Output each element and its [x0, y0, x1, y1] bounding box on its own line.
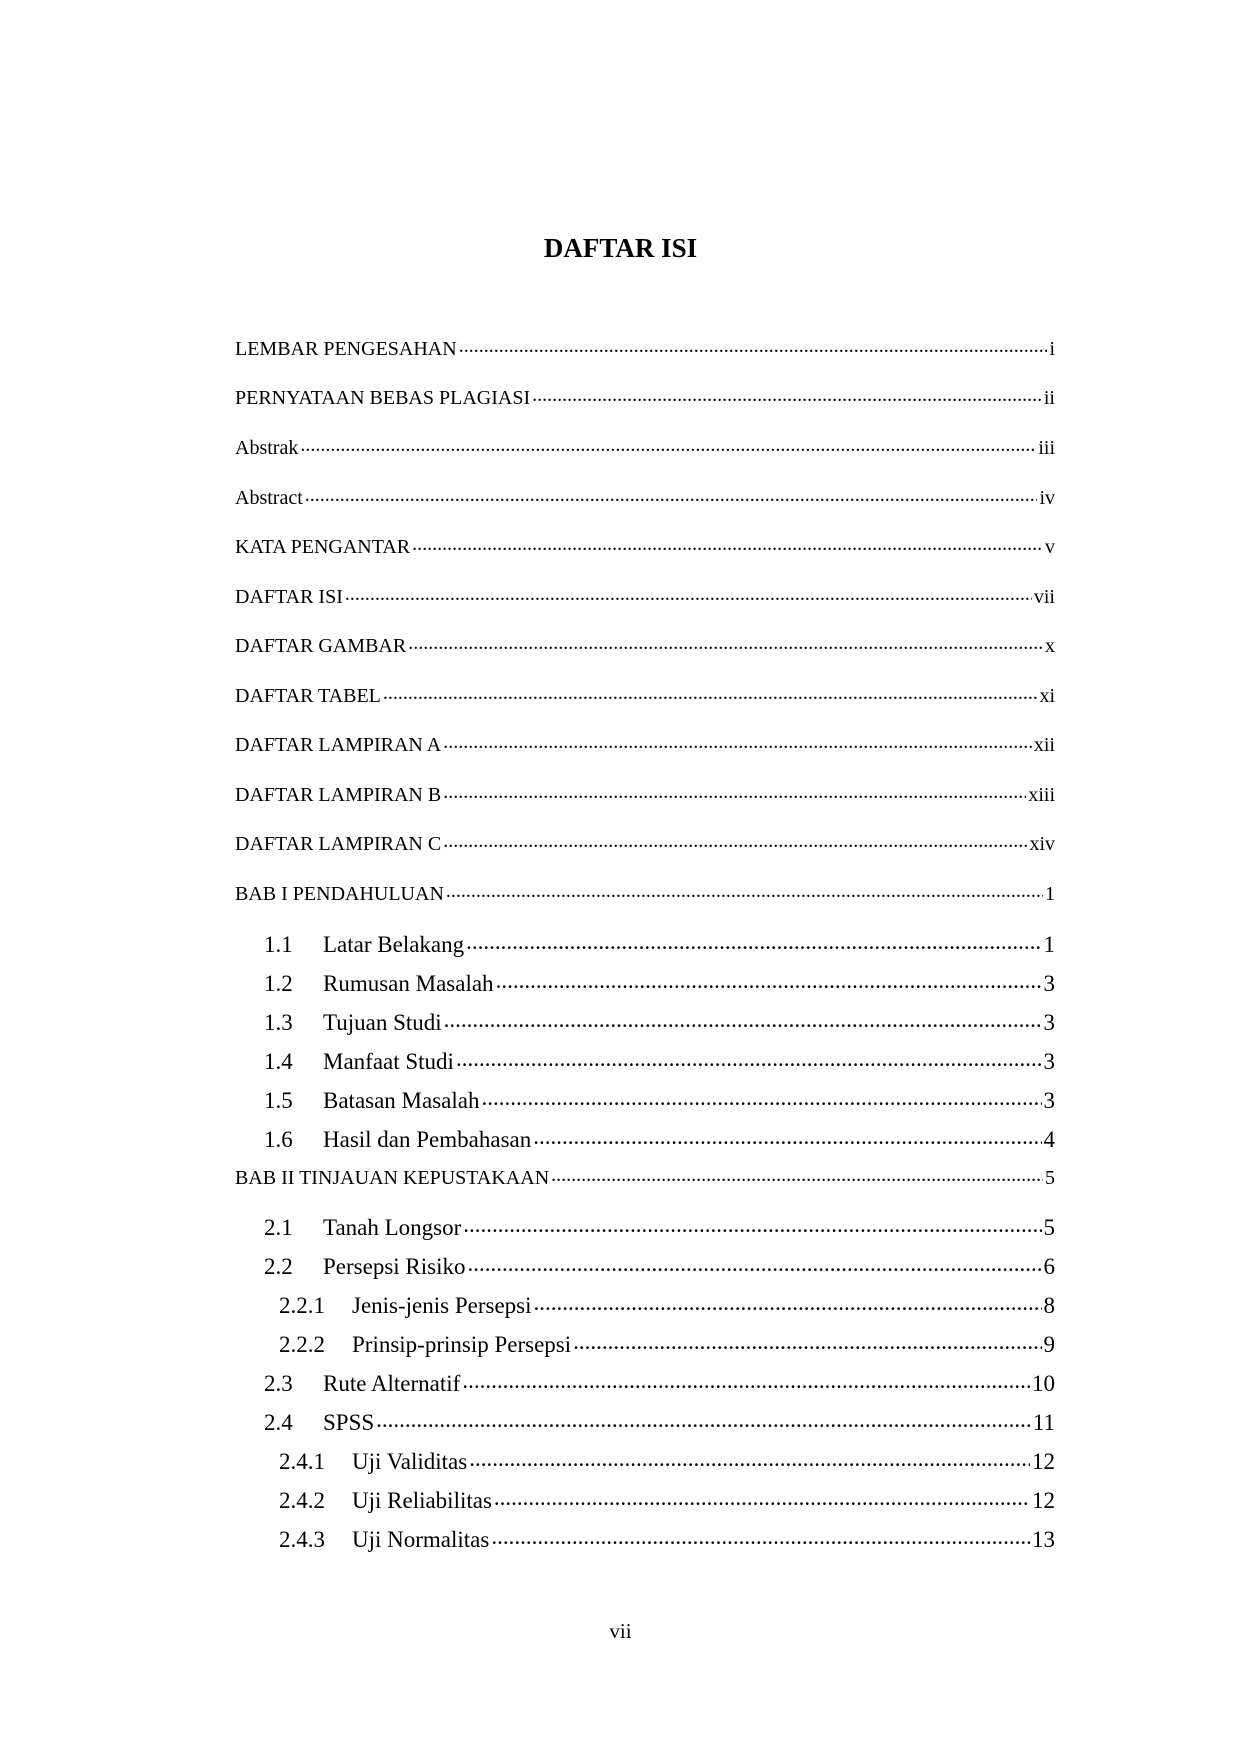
dot-leader	[443, 781, 1026, 801]
toc-entry-1-6[interactable]	[264, 1124, 1055, 1154]
toc-entry-page: vii	[1033, 586, 1055, 608]
toc-entry-number: 2.4.3	[279, 1527, 325, 1552]
toc-entry-2-4[interactable]	[264, 1407, 1055, 1437]
toc-entry-number: 2.4.2	[279, 1488, 325, 1513]
dot-leader	[573, 1329, 1041, 1352]
dot-leader	[463, 1212, 1041, 1235]
toc-entry-page: 12	[1032, 1488, 1055, 1513]
toc-entry-number: 1.3	[264, 1010, 293, 1035]
toc-entry-label: Abstract	[235, 487, 303, 509]
toc-entry-number: 2.1	[264, 1215, 293, 1240]
toc-entry-1-1[interactable]	[264, 929, 1055, 959]
toc-entry-number: 2.2.1	[279, 1293, 325, 1318]
toc-entry-page: 3	[1043, 1088, 1055, 1113]
dot-leader	[481, 1085, 1041, 1108]
toc-entry-label: LEMBAR PENGESAHAN	[235, 338, 457, 360]
toc-entry-page: v	[1045, 536, 1055, 558]
dot-leader	[533, 1124, 1041, 1147]
toc-entry-bab-ii[interactable]	[235, 1164, 1055, 1190]
toc-entry-label: Prinsip-prinsip Persepsi	[352, 1332, 572, 1357]
toc-entry-label: Manfaat Studi	[323, 1049, 454, 1074]
toc-entry-page: 1	[1043, 932, 1055, 957]
dot-leader	[443, 830, 1027, 850]
toc-entry-number: 2.4	[264, 1410, 293, 1435]
toc-entry-2-1[interactable]	[264, 1212, 1055, 1242]
toc-entry-daftar-lampiran-c[interactable]	[235, 830, 1055, 856]
toc-entry-number: 1.2	[264, 971, 293, 996]
toc-entry-2-3[interactable]	[264, 1368, 1055, 1398]
toc-entry-2-4-2[interactable]	[279, 1485, 1055, 1515]
dot-leader	[446, 880, 1043, 900]
toc-entry-number: 1.5	[264, 1088, 293, 1113]
toc-entry-label: Batasan Masalah	[323, 1088, 480, 1113]
dot-leader	[376, 1407, 1031, 1430]
dot-leader	[496, 968, 1042, 991]
toc-entry-daftar-isi[interactable]	[235, 583, 1055, 609]
toc-entry-2-2-2[interactable]	[279, 1329, 1055, 1359]
toc-entry-label: Rumusan Masalah	[323, 971, 494, 996]
dot-leader	[534, 1290, 1042, 1313]
toc-entry-1-5[interactable]	[264, 1085, 1055, 1115]
toc-entry-label: Uji Reliabilitas	[352, 1488, 492, 1513]
toc-entry-2-2[interactable]	[264, 1251, 1055, 1281]
dot-leader	[532, 384, 1042, 404]
toc-entry-label: Tanah Longsor	[323, 1215, 462, 1240]
toc-entry-abstrak[interactable]	[235, 434, 1055, 460]
toc-entry-page: 5	[1045, 1167, 1055, 1189]
toc-entry-lembar-pengesahan[interactable]	[235, 335, 1055, 361]
dot-leader	[444, 1007, 1042, 1030]
toc-entry-label: BAB II TINJAUAN KEPUSTAKAAN	[235, 1167, 550, 1189]
toc-entry-page: 6	[1043, 1254, 1055, 1279]
toc-entry-label: Rute Alternatif	[323, 1371, 461, 1396]
toc-entry-label: DAFTAR TABEL	[235, 685, 381, 707]
dot-leader	[408, 632, 1043, 652]
dot-leader	[459, 335, 1048, 355]
toc-entry-daftar-lampiran-b[interactable]	[235, 781, 1055, 807]
dot-leader	[551, 1164, 1043, 1184]
toc-entry-label: DAFTAR LAMPIRAN A	[235, 734, 442, 756]
toc-entry-page: 1	[1045, 883, 1055, 905]
toc-entry-number: 1.1	[264, 932, 293, 957]
toc-entry-label: Latar Belakang	[323, 932, 465, 957]
toc-entry-abstract[interactable]	[235, 484, 1055, 510]
toc-entry-1-2[interactable]	[264, 968, 1055, 998]
toc-entry-page: xii	[1033, 734, 1055, 756]
toc-entry-label: Tujuan Studi	[323, 1010, 442, 1035]
toc-entry-page: iii	[1038, 437, 1055, 459]
dot-leader	[305, 484, 1038, 504]
toc-entry-2-2-1[interactable]	[279, 1290, 1055, 1320]
toc-entry-kata-pengantar[interactable]	[235, 533, 1055, 559]
dot-leader	[469, 1446, 1030, 1469]
toc-entry-label: Uji Validitas	[352, 1449, 468, 1474]
dot-leader	[456, 1046, 1042, 1069]
toc-entry-page: ii	[1043, 387, 1055, 409]
toc-entry-label: Uji Normalitas	[352, 1527, 490, 1552]
toc-entry-page: 3	[1043, 971, 1055, 996]
toc-entry-label: BAB I PENDAHULUAN	[235, 883, 444, 905]
dot-leader	[466, 929, 1041, 952]
toc-entry-label: PERNYATAAN BEBAS PLAGIASI	[235, 387, 531, 409]
dot-leader	[491, 1524, 1030, 1547]
toc-entry-page: 5	[1043, 1215, 1055, 1240]
toc-entry-pernyataan-bebas-plagiasi[interactable]	[235, 384, 1055, 410]
toc-entry-2-4-1[interactable]	[279, 1446, 1055, 1476]
dot-leader	[467, 1251, 1041, 1274]
toc-entry-page: xi	[1039, 685, 1055, 707]
page-title: DAFTAR ISI	[543, 233, 698, 263]
toc-entry-1-3[interactable]	[264, 1007, 1055, 1037]
toc-entry-page: xiii	[1028, 784, 1055, 806]
toc-entry-label: DAFTAR LAMPIRAN C	[235, 833, 442, 855]
dot-leader	[443, 731, 1032, 751]
dot-leader	[412, 533, 1043, 553]
toc-entry-label: Jenis-jenis Persepsi	[352, 1293, 532, 1318]
page-number: vii	[609, 1619, 632, 1643]
toc-entry-label: Persepsi Risiko	[323, 1254, 466, 1279]
toc-entry-number: 1.6	[264, 1127, 293, 1152]
toc-entry-label: SPSS	[323, 1410, 375, 1435]
toc-entry-page: 12	[1032, 1449, 1055, 1474]
toc-entry-number: 2.4.1	[279, 1449, 325, 1474]
dot-leader	[462, 1368, 1030, 1391]
toc-entry-page: x	[1045, 635, 1055, 657]
toc-entry-page: i	[1049, 338, 1055, 360]
dot-leader	[300, 434, 1036, 454]
toc-entry-page: 3	[1043, 1010, 1055, 1035]
toc-entry-label: DAFTAR ISI	[235, 586, 343, 608]
toc-entry-page: 11	[1032, 1410, 1055, 1435]
toc-entry-2-4-3[interactable]	[279, 1524, 1055, 1554]
toc-entry-page: xiv	[1029, 833, 1055, 855]
toc-entry-label: DAFTAR LAMPIRAN B	[235, 784, 442, 806]
toc-entry-bab-i[interactable]	[235, 880, 1055, 906]
toc-entry-daftar-tabel[interactable]	[235, 682, 1055, 708]
toc-entry-number: 2.2	[264, 1254, 293, 1279]
toc-entry-page: iv	[1039, 487, 1055, 509]
toc-entry-page: 10	[1032, 1371, 1055, 1396]
toc-entry-number: 2.2.2	[279, 1332, 325, 1357]
dot-leader	[345, 583, 1032, 603]
toc-entry-number: 2.3	[264, 1371, 293, 1396]
toc-entry-label: DAFTAR GAMBAR	[235, 635, 407, 657]
toc-entry-page: 8	[1043, 1293, 1055, 1318]
toc-entry-daftar-gambar[interactable]	[235, 632, 1055, 658]
toc-entry-number: 1.4	[264, 1049, 293, 1074]
toc-entry-daftar-lampiran-a[interactable]	[235, 731, 1055, 757]
toc-entry-page: 3	[1043, 1049, 1055, 1074]
toc-entry-page: 13	[1032, 1527, 1055, 1552]
toc-entry-page: 9	[1043, 1332, 1055, 1357]
toc-entry-label: Hasil dan Pembahasan	[323, 1127, 532, 1152]
dot-leader	[494, 1485, 1030, 1508]
toc-entry-label: Abstrak	[235, 437, 299, 459]
dot-leader	[383, 682, 1038, 702]
toc-entry-1-4[interactable]	[264, 1046, 1055, 1076]
toc-entry-label: KATA PENGANTAR	[235, 536, 411, 558]
toc-entry-page: 4	[1043, 1127, 1055, 1152]
